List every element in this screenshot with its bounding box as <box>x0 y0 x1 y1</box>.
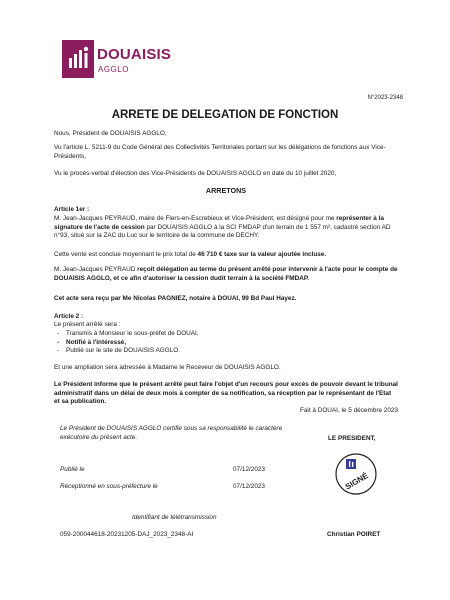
stamp-text: SIGNÉ <box>343 471 370 492</box>
place-date: Fait à DOUAI, le 5 décembre 2023 <box>299 407 398 414</box>
article-1-paragraph-3 <box>54 266 398 283</box>
price-value: 46 710 € taxe sur la valeur ajoutée incluse. <box>197 251 327 258</box>
teletransmission-id: 059-200044618-20231205-DAJ_2023_2348-AI <box>60 531 194 538</box>
intro-text: Nous, Président de DOUAISIS AGGLO, <box>54 130 167 137</box>
published-label: Publié le <box>60 466 85 473</box>
logo-mark <box>62 40 94 78</box>
article-1-text-end: par DOUAISIS AGGLO à la SCI FMDAP d'un terrain de 1 557 m², cadastré section AD n°93, situé sur la ZAC du Luc sur le territoire de la commune de DECHY. <box>54 223 391 240</box>
signer-name: Christian POIRET <box>327 531 381 538</box>
article-2-heading: Article 2 : <box>54 313 84 320</box>
reference-number: N°2023-2348 <box>367 95 403 101</box>
logo-sub: AGGLO <box>98 65 129 74</box>
article-1-paragraph-2 <box>54 251 398 260</box>
teletransmission-label: Identifiant de télétransmission <box>132 514 217 521</box>
price-text: Cette vente est conclue moyennant le prix total de <box>54 251 198 258</box>
vu-proces-verbal: Vu le procès-verbal d'élection des Vice-Présidents de DOUAISIS AGGLO en date du 10 juillet 2020, <box>54 170 337 177</box>
certify-text: Le Président de DOUAISIS AGGLO certifie sous sa responsabilité le caractère exécutoire du présent acte. <box>60 425 283 441</box>
le-president-label: LE PRESIDENT, <box>328 435 376 442</box>
article-1-paragraph-1 <box>54 215 398 241</box>
arretons-heading: ARRETONS <box>205 186 247 195</box>
article-2-intro: Le présent arrêté sera : <box>54 321 121 328</box>
list-item: - Publié sur le site de DOUAISIS AGGLO. <box>54 347 398 356</box>
vu-article: Vu l'article L. 5211-9 du Code Général des Collectivités Territoriales portant sur les délégations de fonctions aux Vice-Présidents, <box>54 144 386 160</box>
received-date: 07/12/2023 <box>233 483 265 490</box>
article-1-heading: Article 1er : <box>54 206 90 213</box>
article-2-list <box>54 330 398 356</box>
douaisis-agglo-logo <box>62 40 172 78</box>
article-1-paragraph-4: Cet acte sera reçu par Me Nicolas PAGNIEZ, notaire à DOUAI, 99 Bd Paul Hayez. <box>54 295 297 302</box>
article-2-ampliation: Et une ampliation sera adressée à Madame le Receveur de DOUAISIS AGGLO. <box>54 364 281 371</box>
article-1-bold: représenter à la signature de l'acte de cession <box>54 215 384 231</box>
signature-stamp <box>332 450 380 498</box>
list-item: - Transmis à Monsieur le sous-préfet de DOUAI, <box>54 330 398 339</box>
published-date: 07/12/2023 <box>233 466 265 473</box>
article-1-text: M. Jean-Jacques PEYRAUD, maire de Flers-en-Escrebieux et Vice-Président, est désigné pour me <box>54 215 337 222</box>
delegate-name: M. Jean-Jacques PEYRAUD <box>54 266 138 273</box>
article-2-recours: Le Président informe que le présent arrêté peut faire l'objet d'un recours pour excès de pouvoir devant le tribunal administratif dans un délai de deux mois à compter de sa notification, sa réception par le représentant de l'Etat et sa publication. <box>54 381 398 406</box>
logo-name: DOUAISIS <box>97 46 172 63</box>
delegation-text: reçoit délégation au terme du présent arrêté pour intervenir à l'acte pour le compte de DOUAISIS AGGLO, et ce afin d'autoriser la cession dudit terrain à la société FMDAP. <box>54 266 398 282</box>
list-item: - Notifié à l'intéressé, <box>54 339 398 348</box>
page-title: ARRETE DE DELEGATION DE FONCTION <box>111 109 339 121</box>
received-label: Réceptionné en sous-préfecture le <box>60 483 158 490</box>
